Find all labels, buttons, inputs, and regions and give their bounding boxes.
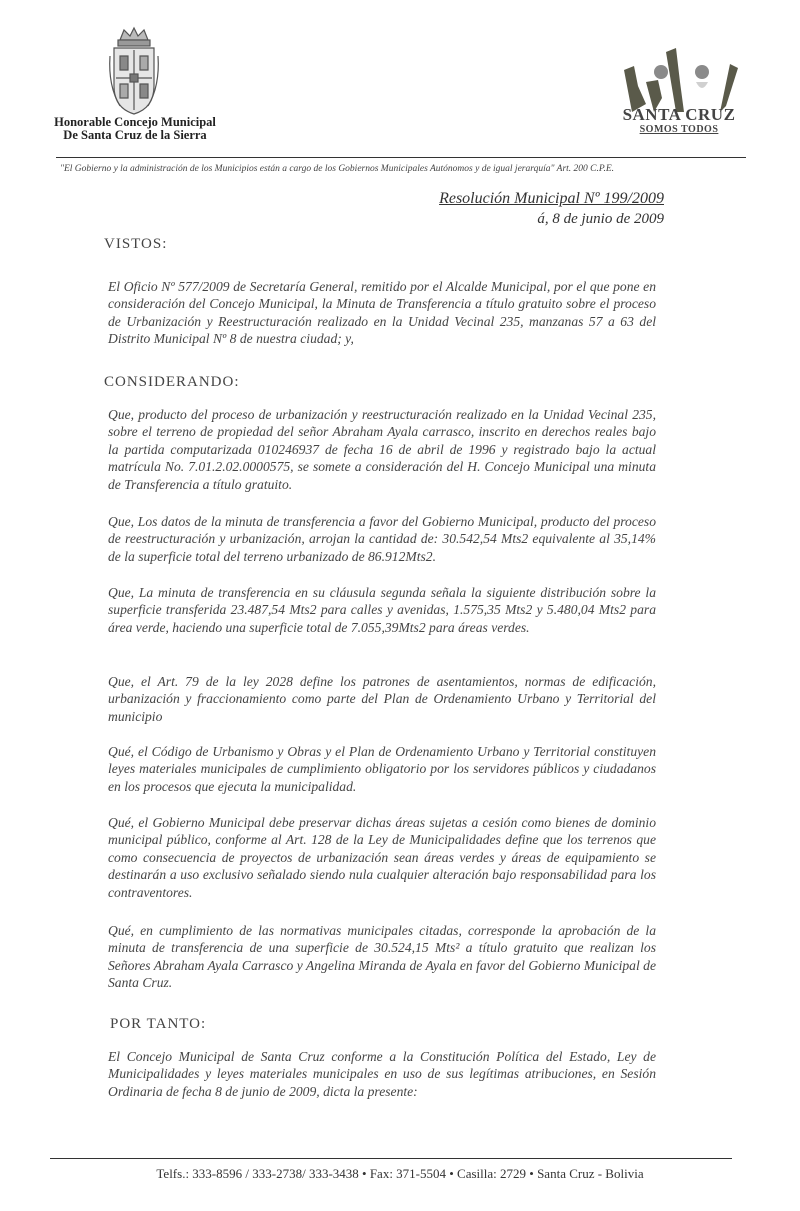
paragraph-considerando-3: Que, La minuta de transferencia en su cláusula segunda señala la siguiente distribución sobre la superficie transferida 23.487,54 Mts2 para calles y avenidas, 1.575,35 Mts2 y 5.480,04 Mts2 para área verde, haciendo una superficie total de 7.055,39Mts2 para áreas verdes. [108,585,656,635]
paragraph-considerando-1: Que, producto del proceso de urbanización y reestructuración realizado en la Unidad Vecinal 235, sobre el terreno de propiedad del señor Abraham Ayala carrasco, inscrito en derechos reales bajo la partida computarizada 010246937 de fecha 16 de abril de 1996 y registrado bajo la actual matrícula No. 7.01.2.02.0000575, se somete a consideración del H. Concejo Municipal una minuta de Transferencia a título gratuito. [108,407,656,492]
paragraph-considerando-2: Que, Los datos de la minuta de transferencia a favor del Gobierno Municipal, producto del proceso de reestructuración y urbanización, arrojan la cantidad de: 30.542,54 Mts2 equivalente al 35,14% de la superficie total del terreno urbanizado de 86.912Mts2. [108,514,656,564]
section-heading-vistos: VISTOS: [104,236,168,252]
paragraph-vistos: El Oficio Nº 577/2009 de Secretaría General, remitido por el Alcalde Municipal, por el que pone en consideración del Concejo Municipal, la Minuta de Transferencia a título gratuito sobre el proceso de Urbanización y Reestructuración realizado en la Unidad Vecinal 235, manzanas 57 a 63 del Distrito Municipal Nº 8 de nuestra ciudad; y, [108,279,656,347]
footer-divider [50,1158,732,1159]
section-heading-considerando: CONSIDERANDO: [104,374,240,390]
header-quote: "El Gobierno y la administración de los Municipios están a cargo de los Gobiernos Municipales Autónomos y de igual jerarquía" Art. 200 C.P.E. [60,164,615,174]
paragraph-considerando-6: Qué, el Gobierno Municipal debe preservar dichas áreas sujetas a cesión como bienes de dominio municipal público, conforme al Art. 128 de la Ley de Municipalidades define que los terrenos que como consecuencia de proyectos de urbanización sean áreas verdes y áreas de equipamiento se destinarán a uso exclusivo señalado siendo nula cualquier alteración bajo responsabilidad para los contraventores. [108,815,656,900]
paragraph-considerando-5: Qué, el Código de Urbanismo y Obras y el Plan de Ordenamiento Urbano y Territorial constituyen leyes materiales municipales de cumplimiento obligatorio por los servidores públicos y ciudadanos en los procesos que ejecuta la municipalidad. [108,744,656,794]
section-heading-por-tanto: POR TANTO: [110,1016,207,1032]
resolution-title: Resolución Municipal Nº 199/2009 [439,190,664,207]
brand-block [616,106,742,136]
coat-of-arms-icon [106,26,162,118]
resolution-date: á, 8 de junio de 2009 [537,211,664,227]
council-name [40,116,230,142]
paragraph-considerando-4: Que, el Art. 79 de la ley 2028 define los patrones de asentamientos, normas de edificación, urbanización y fraccionamiento como parte del Plan de Ordenamiento Urbano y Territorial del municipio [108,674,656,724]
header-divider [56,157,746,158]
footer-contact: Telfs.: 333-8596 / 333-2738/ 333-3438 • Fax: 371-5504 • Casilla: 2729 • Santa Cruz - Bolivia [156,1166,644,1181]
paragraph-considerando-7: Qué, en cumplimiento de las normativas municipales citadas, corresponde la aprobación de la minuta de transferencia de una superficie de 30.524,15 Mts² a título gratuito que realizan los Señores Abraham Ayala Carrasco y Angelina Miranda de Ayala en favor del Gobierno Municipal de Santa Cruz. [108,923,656,991]
paragraph-por-tanto: El Concejo Municipal de Santa Cruz conforme a la Constitución Política del Estado, Ley de Municipalidades y leyes materiales municipales en uso de sus legítimas atribuciones, en Sesión Ordinaria de fecha 8 de junio de 2009, dicta la presente: [108,1049,656,1099]
brand-tagline: SOMOS TODOS [639,124,719,135]
brand-name: SANTA CRUZ [622,105,736,124]
council-name-line1: Honorable Concejo Municipal [54,115,216,129]
council-name-line2: De Santa Cruz de la Sierra [63,128,207,142]
santa-cruz-logo-icon [616,42,742,112]
